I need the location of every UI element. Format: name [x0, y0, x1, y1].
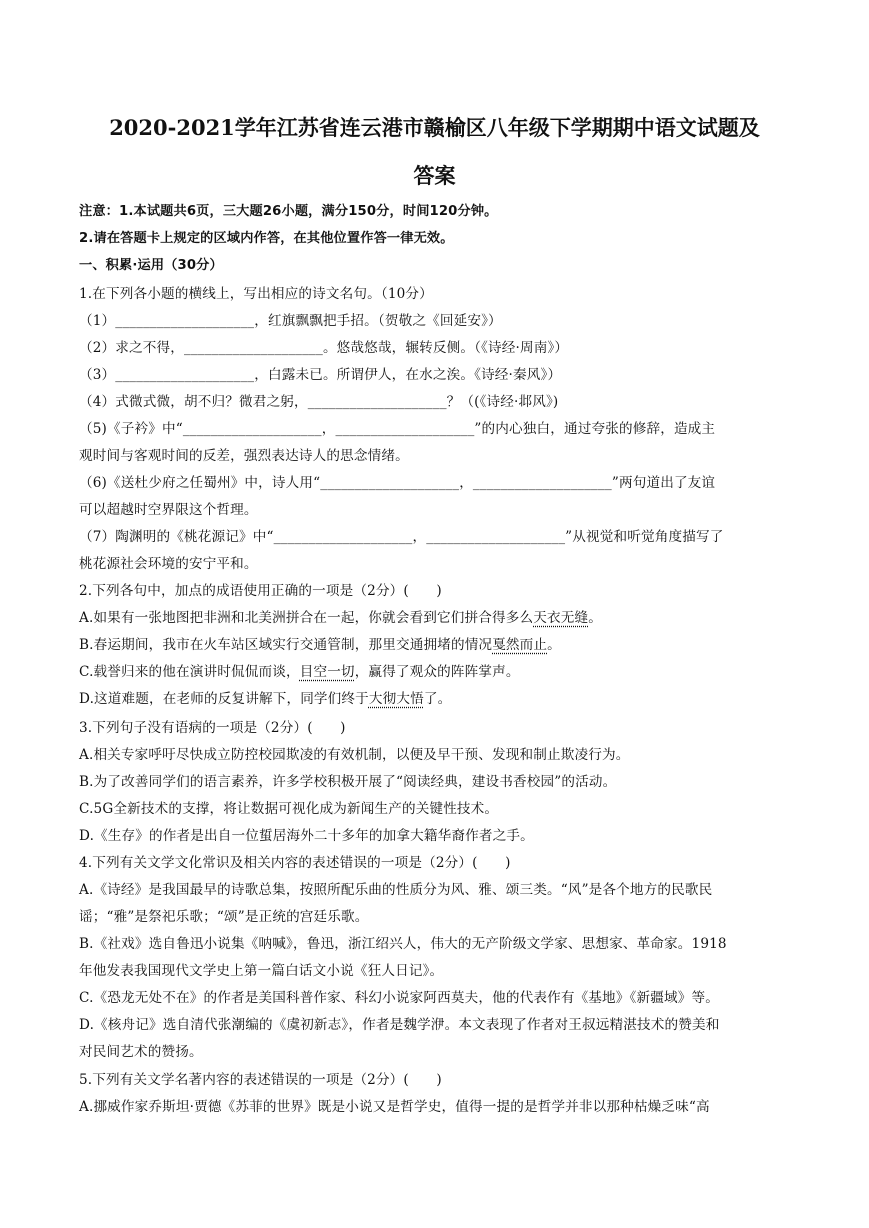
q2-option-a-text: A.如果有一张地图把非洲和北美洲拼合在一起，你就会看到它们拼合得多么 [79, 610, 534, 626]
q4-stem: 4.下列有关文学文化常识及相关内容的表述错误的一项是（2分）( ) [79, 855, 511, 871]
q4-option-b-line-1: B.《社戏》选自鲁迅小说集《呐喊》，鲁迅，浙江绍兴人，伟大的无产阶级文学家、思想家、革命家。1918 [79, 936, 727, 952]
q2-option-d [79, 690, 451, 708]
q2-option-c-text: C.载誉归来的他在演讲时侃侃而谈， [79, 664, 300, 680]
q2-option-d-end: 了。 [423, 691, 452, 707]
q1-item-6-line-2: 可以超越时空界限这个哲理。 [79, 502, 258, 518]
q1-item-2: （2）求之不得，____________________。悠哉悠哉，辗转反侧。（《诗经·周南》） [79, 340, 569, 356]
q2-option-a-end: 。 [588, 610, 602, 626]
q4-option-d-line-1: D.《核舟记》选自清代张潮编的《虞初新志》，作者是魏学洢。本文表现了作者对王叔远精湛技术的赞美和 [79, 1017, 720, 1033]
q1-item-7-line-1: （7）陶渊明的《桃花源记》中“____________________，____________________”从视觉和听觉角度描写了 [79, 529, 724, 545]
notice-line-2: 2.请在答题卡上规定的区域内作答，在其他位置作答一律无效。 [79, 231, 454, 246]
q4-option-a-line-2: 谣；“雅”是祭祀乐歌；“颂”是正统的宫廷乐歌。 [79, 909, 369, 925]
section-heading: 一、积累·运用（30分） [79, 258, 223, 273]
q1-item-6-line-1: （6)《送杜少府之任蜀州》中，诗人用“____________________，____________________”两句道出了友谊 [79, 475, 716, 491]
q1-item-7-line-2: 桃花源社会环境的安宁平和。 [79, 556, 258, 572]
q1-item-4: （4）式微式微，胡不归？微君之躬，____________________？（(《诗经·邶风》) [79, 394, 559, 410]
q3-option-c: C.5G全新技术的支撑，将让数据可视化成为新闻生产的关键性技术。 [79, 801, 499, 817]
q4-option-b-line-2: 年他发表我国现代文学史上第一篇白话文小说《狂人日记》。 [79, 963, 444, 979]
q4-option-c: C.《恐龙无处不在》的作者是美国科普作家、科幻小说家阿西莫夫，他的代表作有《基地》《新疆域》等。 [79, 990, 719, 1006]
q1-item-1: （1）____________________，红旗飘飘把手招。（贺敬之《回延安》） [79, 313, 502, 329]
q4-option-d-line-2: 对民间艺术的赞扬。 [79, 1044, 203, 1060]
q3-option-d: D.《生存》的作者是出自一位蜇居海外二十多年的加拿大籍华裔作者之手。 [79, 828, 534, 844]
q1-item-5-line-1: （5)《子衿》中“____________________，____________________”的内心独白，通过夸张的修辞，造成主 [79, 421, 716, 437]
q2-option-a-idiom: 天衣无缝 [533, 610, 589, 626]
q5-stem: 5.下列有关文学名著内容的表述错误的一项是（2分）( ) [79, 1072, 442, 1088]
q3-stem: 3.下列句子没有语病的一项是（2分）( ) [79, 720, 346, 736]
notice-line-1: 注意：1.本试题共6页，三大题26小题，满分150分，时间120分钟。 [79, 204, 498, 219]
q2-option-b-idiom: 戛然而止 [492, 637, 548, 653]
q2-option-c-idiom: 目空一切 [299, 664, 355, 680]
q2-option-d-text: D.这道难题，在老师的反复讲解下，同学们终于 [79, 691, 369, 707]
q2-stem: 2.下列各句中，加点的成语使用正确的一项是（2分）( ) [79, 583, 442, 599]
q2-option-c [79, 663, 520, 681]
q2-option-b-text: B.春运期间，我市在火车站区域实行交通管制，那里交通拥堵的情况 [79, 637, 493, 653]
q2-option-a [79, 609, 602, 627]
document-title-line-2: 答案 [413, 163, 456, 188]
q2-option-b [79, 636, 561, 654]
q2-option-b-end: 。 [547, 637, 561, 653]
q1-item-5-line-2: 观时间与客观时间的反差，强烈表达诗人的思念情绪。 [79, 448, 409, 464]
q2-option-d-idiom: 大彻大悟 [368, 691, 424, 707]
document-title-line-1: 2020-2021学年江苏省连云港市赣榆区八年级下学期期中语文试题及 [109, 115, 760, 140]
q4-option-a-line-1: A.《诗经》是我国最早的诗歌总集，按照所配乐曲的性质分为风、雅、颂三类。“风”是各个地方的民歌民 [79, 882, 713, 898]
q5-option-a-line-1: A.挪威作家乔斯坦·贾德《苏菲的世界》既是小说又是哲学史，值得一提的是哲学并非以那种枯燥乏味“高 [79, 1099, 710, 1115]
q3-option-a: A.相关专家呼吁尽快成立防控校园欺凌的有效机制，以便及早干预、发现和制止欺凌行为。 [79, 747, 630, 763]
q2-option-c-end: ，赢得了观众的阵阵掌声。 [354, 664, 520, 680]
q1-stem: 1.在下列各小题的横线上，写出相应的诗文名句。（10分） [79, 286, 433, 302]
q1-item-3: （3）____________________，白露未已。所谓伊人，在水之涘。《诗经·秦风》） [79, 367, 562, 383]
q3-option-b: B.为了改善同学们的语言素养，许多学校积极开展了“阅读经典，建设书香校园”的活动。 [79, 774, 617, 790]
